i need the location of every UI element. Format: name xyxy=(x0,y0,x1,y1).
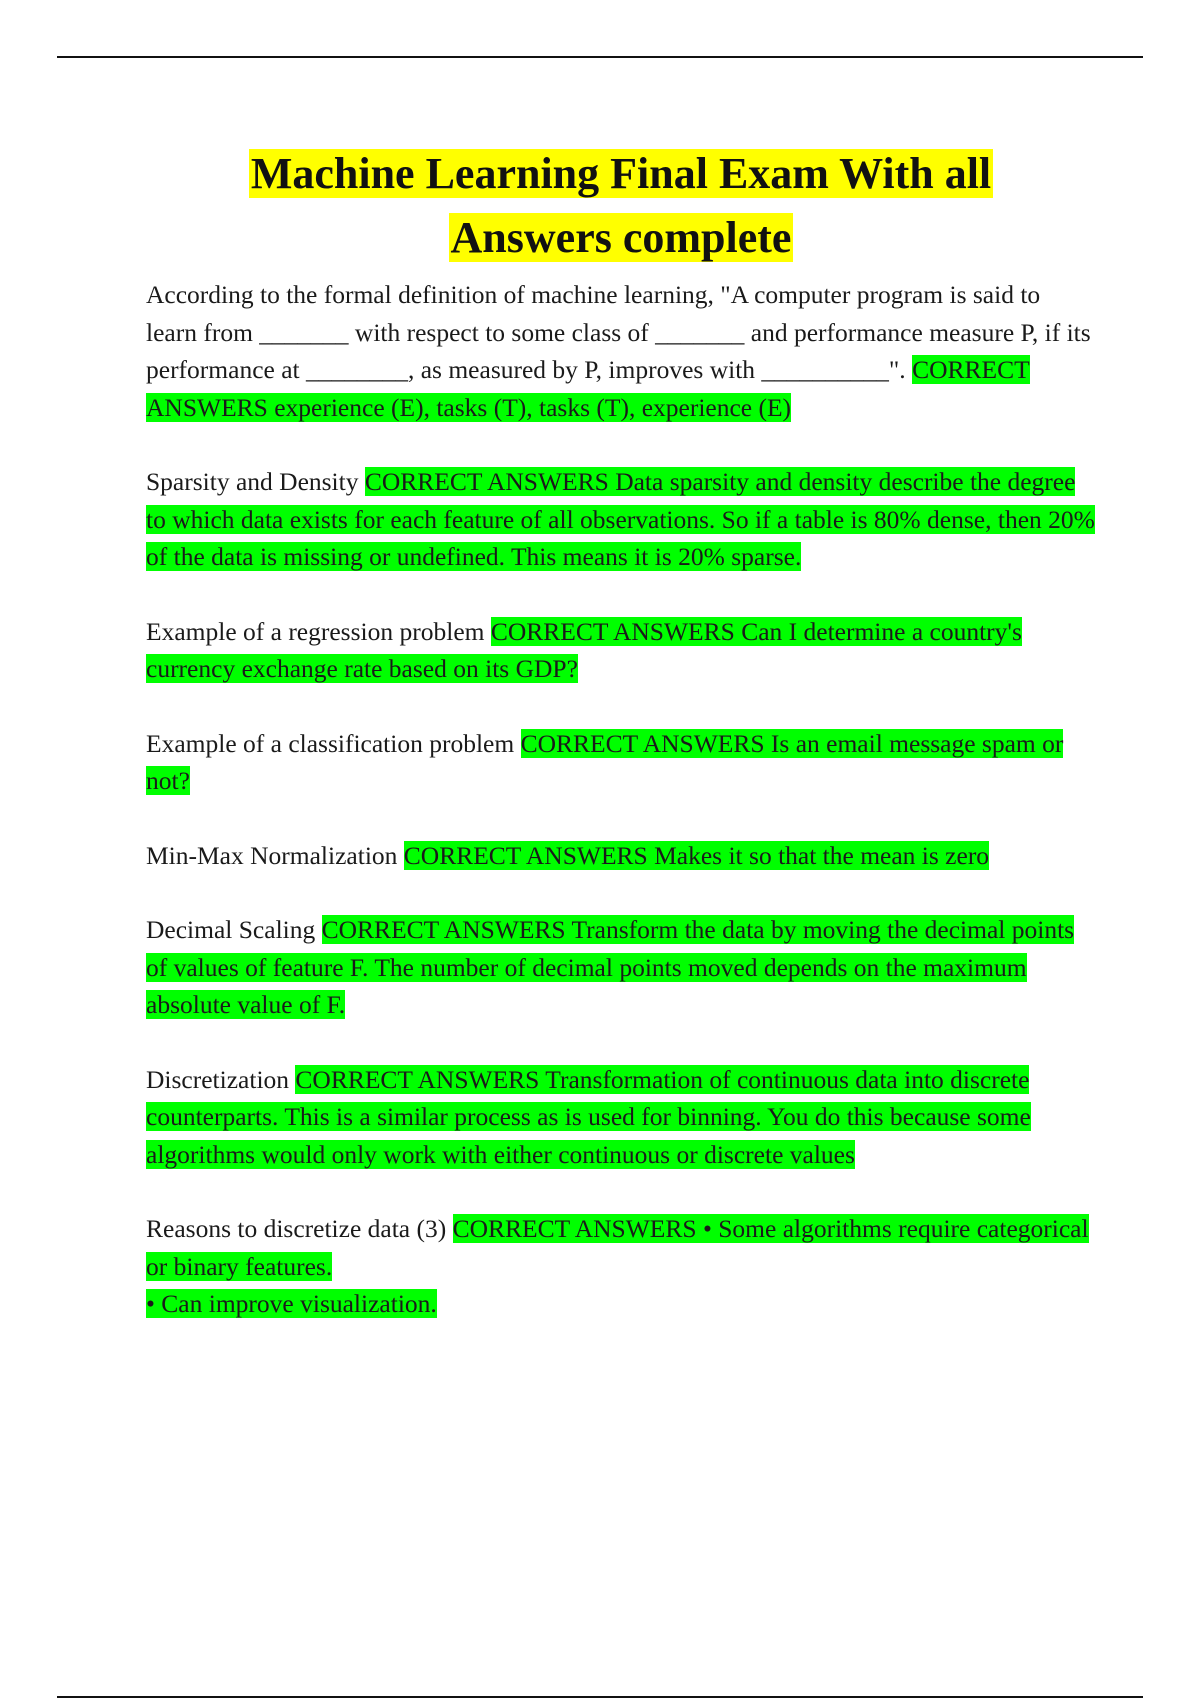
top-rule xyxy=(57,56,1143,58)
qa-item xyxy=(146,1210,1096,1323)
question-text: Example of a regression problem xyxy=(146,616,485,646)
qa-item xyxy=(146,463,1096,576)
answer-text: CORRECT ANSWERS Is an email message spam or not? xyxy=(146,728,1064,795)
qa-item xyxy=(146,837,1096,875)
answer-text: CORRECT ANSWERS Can I determine a country's currency exchange rate based on its GDP? xyxy=(146,616,1022,683)
question-text: Example of a classification problem xyxy=(146,728,515,758)
qa-item xyxy=(146,725,1096,800)
qa-item xyxy=(146,276,1096,426)
qa-item xyxy=(146,911,1096,1024)
answer-continuation: counterparts. This is a similar process as is used for binning. You do this because some algorithms would only work with either continuous or discrete values xyxy=(146,1102,1031,1169)
answer-text: CORRECT ANSWERS Transformation of continuous data into discrete xyxy=(295,1064,1030,1094)
qa-item xyxy=(146,1061,1096,1174)
question-text: Discretization xyxy=(146,1064,290,1094)
answer-text: CORRECT ANSWERS Transform the data by moving the decimal points of values of feature F. The number of decimal points moved depends on the maximum absolute value of F. xyxy=(146,915,1075,1019)
title-line-2: Answers complete xyxy=(450,213,792,262)
question-text: Decimal Scaling xyxy=(146,915,316,944)
question-text: According to the formal definition of machine learning, "A computer program is said to learn from _______ with respect to some class of _______ and performance measure P, if its performance at ________, as measured by P, improves with __________". xyxy=(146,280,1091,384)
document-body xyxy=(146,142,1096,1360)
answer-text: CORRECT ANSWERS • Some algorithms require categorical or binary features. xyxy=(146,1214,1089,1281)
question-text: Reasons to discretize data (3) xyxy=(146,1214,447,1243)
qa-item xyxy=(146,613,1096,688)
answer-text: CORRECT ANSWERS Data sparsity and density describe the degree to which data exists for each feature of all observations. So if a table is 80% dense, then 20% of the data is missing or undefined. This means it is 20% sparse. xyxy=(146,467,1095,571)
question-text: Sparsity and Density xyxy=(146,467,359,496)
answer-continuation: • Can improve visualization. xyxy=(146,1289,437,1318)
answer-text: CORRECT ANSWERS Makes it so that the mean is zero xyxy=(403,840,990,870)
document-title xyxy=(146,142,1096,270)
question-text: Min-Max Normalization xyxy=(146,840,398,870)
title-line-1: Machine Learning Final Exam With all xyxy=(250,149,992,198)
bottom-rule xyxy=(57,1696,1143,1698)
answer-text: CORRECT ANSWERS experience (E), tasks (T), tasks (T), experience (E) xyxy=(146,355,1030,422)
